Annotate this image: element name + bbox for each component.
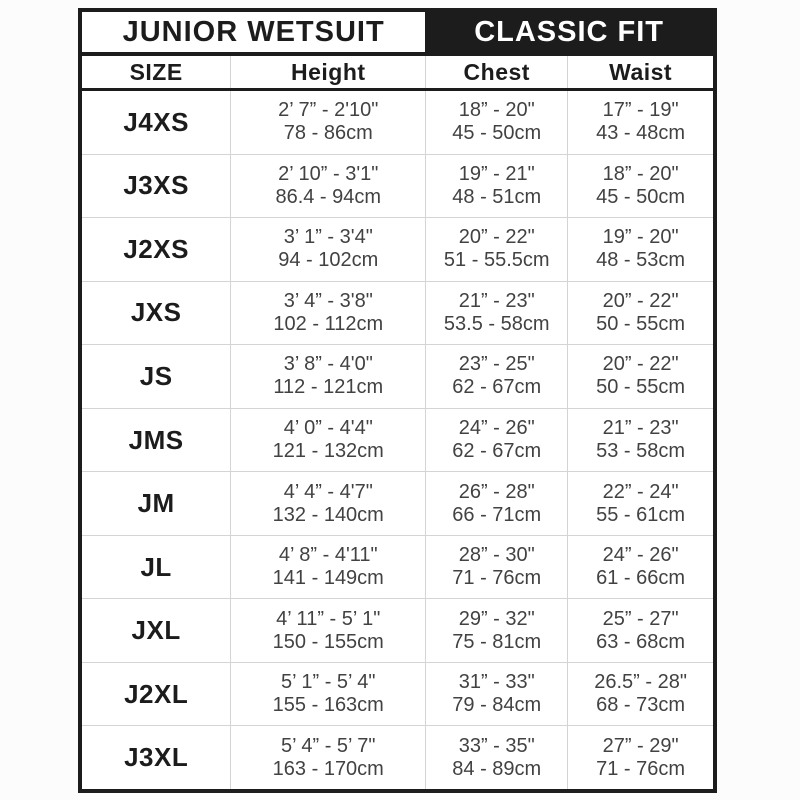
height-inches: 3’ 4” - 3'8" [283,289,373,312]
waist-cell [567,345,713,408]
waist-cell [567,536,713,599]
height-cell [230,726,425,789]
height-cell [230,472,425,535]
chest-inches: 20” - 22" [458,226,535,249]
column-header-row [82,56,713,91]
size-label: JXS [130,297,182,328]
size-chart-table [78,8,717,793]
height-inches: 4’ 8” - 4'11" [278,544,378,567]
table-row [82,471,713,535]
table-row [82,154,713,218]
height-cm: 150 - 155cm [272,630,384,653]
table-row [82,408,713,472]
size-cell [82,218,230,281]
height-cm: 86.4 - 94cm [275,185,382,208]
chest-cm: 51 - 55.5cm [443,249,550,272]
waist-cm: 55 - 61cm [596,503,686,526]
chest-inches: 23” - 25" [458,353,535,376]
height-inches: 3’ 8” - 4'0" [283,353,373,376]
table-row [82,725,713,789]
table-row [82,598,713,662]
height-cell [230,599,425,662]
size-cell [82,155,230,218]
size-cell [82,409,230,472]
chest-inches: 26” - 28" [458,480,535,503]
chest-cm: 62 - 67cm [452,376,542,399]
size-label: JL [140,551,172,582]
size-label: JM [137,488,175,519]
waist-inches: 26.5” - 28" [594,671,687,694]
waist-cell [567,282,713,345]
size-label: J2XL [124,678,189,709]
size-label: J4XS [123,106,189,137]
table-row [82,91,713,154]
chest-cm: 53.5 - 58cm [443,312,550,335]
waist-cell [567,155,713,218]
chest-inches: 28” - 30" [458,544,535,567]
chest-cm: 71 - 76cm [452,567,542,590]
size-label: JS [139,360,173,391]
size-cell [82,726,230,789]
table-row [82,344,713,408]
size-label: JMS [128,424,184,455]
chest-cm: 66 - 71cm [452,503,542,526]
waist-cell [567,599,713,662]
chest-inches: 33” - 35" [458,734,535,757]
height-cm: 94 - 102cm [278,249,379,272]
chest-cell [425,663,567,726]
waist-cell [567,91,713,154]
height-cell [230,155,425,218]
size-cell [82,599,230,662]
height-cell [230,536,425,599]
height-cm: 141 - 149cm [272,567,384,590]
height-cell [230,282,425,345]
chest-cell [425,282,567,345]
waist-cm: 50 - 55cm [596,376,686,399]
size-label: JXL [131,615,181,646]
height-inches: 4’ 11” - 5’ 1" [276,607,381,630]
size-cell [82,663,230,726]
chest-inches: 18” - 20" [458,99,535,122]
title-classic-fit: CLASSIC FIT [425,12,713,52]
chest-inches: 21” - 23" [458,289,535,312]
size-cell [82,536,230,599]
table-row [82,535,713,599]
waist-inches: 21” - 23" [602,417,679,439]
height-cell [230,663,425,726]
chest-cm: 84 - 89cm [452,757,542,780]
height-inches: 5’ 1” - 5’ 4" [280,671,376,694]
height-inches: 5’ 4” - 5’ 7" [280,734,376,757]
height-cm: 112 - 121cm [273,376,384,399]
height-inches: 4’ 0” - 4'4" [283,417,373,439]
size-label: J3XS [123,170,189,201]
waist-inches: 19” - 20" [602,226,679,249]
chest-cell [425,409,567,472]
height-cm: 132 - 140cm [272,503,384,526]
size-label: J3XL [124,742,189,773]
size-label: J2XS [123,233,189,264]
column-header-waist: Waist [567,56,713,88]
waist-cell [567,472,713,535]
height-cell [230,91,425,154]
waist-inches: 17” - 19" [602,99,679,122]
height-cell [230,345,425,408]
waist-cm: 68 - 73cm [596,694,686,717]
waist-inches: 27” - 29" [602,734,679,757]
size-cell [82,472,230,535]
table-body [82,91,713,789]
chest-inches: 24” - 26" [458,417,535,439]
chest-cell [425,155,567,218]
waist-inches: 18” - 20" [602,162,679,185]
size-cell [82,91,230,154]
height-cm: 163 - 170cm [272,757,384,780]
table-row [82,217,713,281]
height-cm: 102 - 112cm [273,312,384,335]
waist-cell [567,726,713,789]
chest-cell [425,345,567,408]
column-header-size: SIZE [129,58,183,85]
waist-cm: 61 - 66cm [596,567,686,590]
waist-cm: 43 - 48cm [596,122,686,145]
waist-cm: 71 - 76cm [596,757,686,780]
waist-cm: 63 - 68cm [596,630,686,653]
height-cm: 78 - 86cm [283,122,373,145]
height-inches: 2’ 10” - 3'1" [278,162,379,185]
chest-cell [425,218,567,281]
chest-cm: 75 - 81cm [452,630,542,653]
chest-cell [425,472,567,535]
waist-cm: 50 - 55cm [596,312,686,335]
height-inches: 2’ 7” - 2'10" [278,99,379,122]
waist-cell [567,218,713,281]
chest-cm: 79 - 84cm [452,694,542,717]
waist-inches: 22” - 24" [602,480,679,503]
table-row [82,662,713,726]
waist-inches: 20” - 22" [602,353,679,376]
waist-inches: 24” - 26" [602,544,679,567]
chest-inches: 29” - 32" [458,607,535,630]
height-cm: 155 - 163cm [272,694,384,717]
height-inches: 3’ 1” - 3'4" [283,226,373,249]
waist-cm: 53 - 58cm [596,440,686,462]
column-header-height: Height [230,56,425,88]
waist-cm: 48 - 53cm [596,249,686,272]
title-bar [82,12,713,56]
size-cell [82,282,230,345]
waist-cell [567,409,713,472]
chest-cm: 62 - 67cm [452,440,542,462]
table-row [82,281,713,345]
waist-inches: 25” - 27" [602,607,679,630]
size-cell [82,345,230,408]
chest-cell [425,726,567,789]
waist-cm: 45 - 50cm [596,185,686,208]
chest-inches: 31” - 33" [458,671,535,694]
column-header-chest: Chest [425,56,567,88]
height-inches: 4’ 4” - 4'7" [283,480,373,503]
chest-inches: 19” - 21" [458,162,535,185]
height-cell [230,218,425,281]
chest-cell [425,536,567,599]
waist-cell [567,663,713,726]
height-cell [230,409,425,472]
chest-cm: 48 - 51cm [452,185,542,208]
height-cm: 121 - 132cm [272,440,384,462]
chest-cell [425,91,567,154]
chest-cell [425,599,567,662]
chest-cm: 45 - 50cm [452,122,542,145]
title-junior-wetsuit: JUNIOR WETSUIT [82,12,425,52]
waist-inches: 20” - 22" [602,289,679,312]
